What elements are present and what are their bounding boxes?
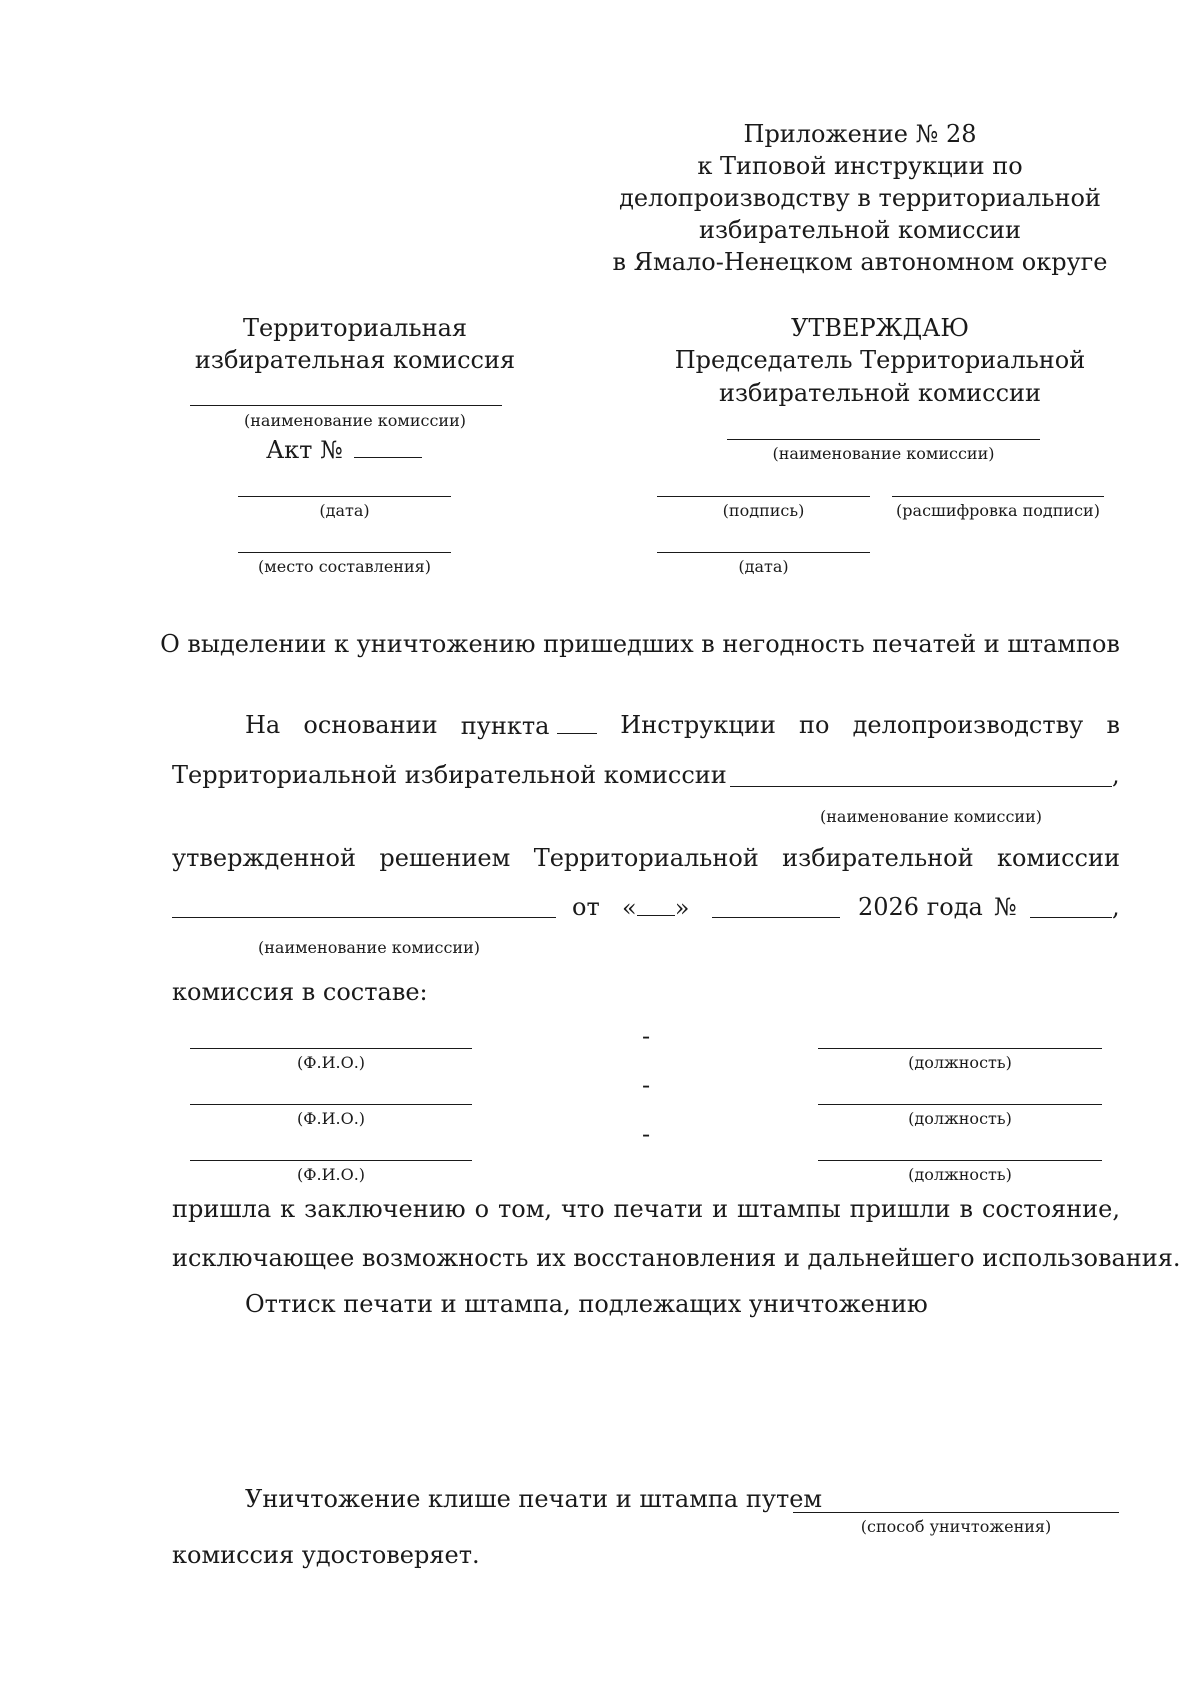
member-position-caption: (должность) <box>908 1109 1012 1128</box>
org-name-line1: Территориальная <box>242 314 468 342</box>
appendix-ref-line: делопроизводству в территориальной <box>619 184 1101 212</box>
chair-commission-name-blank[interactable] <box>727 439 1040 440</box>
conclusion-line-1: пришла к заключению о том, что печати и штампы пришли в состояние, <box>172 1195 1120 1223</box>
member-position-caption: (должность) <box>908 1165 1012 1184</box>
basis-word: Инструкции <box>620 711 776 739</box>
act-number-label: Акт № <box>266 437 422 462</box>
act-number-blank[interactable] <box>354 437 422 458</box>
decision-commission-caption: (наименование комиссии) <box>258 938 480 957</box>
basis-word: в <box>1106 711 1120 739</box>
member-position-blank[interactable] <box>818 1104 1102 1105</box>
members-intro: комиссия в составе: <box>172 978 428 1006</box>
basis-word: решением <box>379 844 511 872</box>
act-place-blank[interactable] <box>238 552 451 553</box>
appendix-header <box>600 118 1120 278</box>
document-title: О выделении к уничтожению пришедших в негодность печатей и штампов <box>160 630 1120 658</box>
certify-text: комиссия удостоверяет. <box>172 1541 480 1569</box>
approval-date-blank[interactable] <box>657 552 870 553</box>
decision-day-blank[interactable] <box>637 895 675 916</box>
appendix-ref-line: в Ямало-Ненецком автономном округе <box>612 248 1108 276</box>
member-position-caption: (должность) <box>908 1053 1012 1072</box>
destruction-text: Уничтожение клише печати и штампа путем <box>245 1485 823 1513</box>
basis-word: На <box>245 711 281 739</box>
member-position-blank[interactable] <box>818 1160 1102 1161</box>
basis-word: комиссии <box>996 844 1120 872</box>
signature-caption: (подпись) <box>722 501 805 520</box>
member-position-blank[interactable] <box>818 1048 1102 1049</box>
basis-line-2: Территориальной избирательной комиссии <box>172 761 727 789</box>
decision-number-blank[interactable] <box>1030 917 1112 918</box>
member-fio-caption: (Ф.И.О.) <box>296 1165 366 1184</box>
signature-decoding-blank[interactable] <box>892 496 1104 497</box>
appendix-number: Приложение № 28 <box>743 120 977 148</box>
basis-line-3 <box>172 846 1120 870</box>
member-fio-blank[interactable] <box>190 1048 472 1049</box>
basis-comma: , <box>1112 761 1120 789</box>
destruction-method-blank[interactable] <box>793 1512 1119 1513</box>
basis-line-1 <box>245 713 1120 738</box>
basis-word: основании <box>303 711 438 739</box>
commission-name-caption: (наименование комиссии) <box>244 411 466 430</box>
member-dash: - <box>642 1071 651 1099</box>
org-name-line2: избирательная комиссия <box>194 346 516 374</box>
basis-word: утвержденной <box>172 844 356 872</box>
approval-date-caption: (дата) <box>738 557 789 576</box>
chair-commission-name-caption: (наименование комиссии) <box>772 444 995 463</box>
chair-title-line2: избирательной комиссии <box>718 379 1042 407</box>
basis-word: Территориальной <box>533 844 759 872</box>
basis-word: избирательной <box>782 844 974 872</box>
decision-commission-name-blank[interactable] <box>172 917 556 918</box>
act-date-blank[interactable] <box>238 496 451 497</box>
signature-decoding-caption: (расшифровка подписи) <box>896 501 1100 520</box>
from-word: от <box>572 893 600 921</box>
member-dash: - <box>642 1120 651 1148</box>
appendix-ref-line: к Типовой инструкции по <box>697 152 1023 180</box>
basis-word: делопроизводству <box>852 711 1084 739</box>
member-fio-caption: (Ф.И.О.) <box>296 1109 366 1128</box>
approve-heading: УТВЕРЖДАЮ <box>791 314 969 342</box>
act-date-caption: (дата) <box>319 501 370 520</box>
decision-year: 2026 года <box>858 893 983 921</box>
member-fio-caption: (Ф.И.О.) <box>296 1053 366 1072</box>
act-place-caption: (место составления) <box>258 557 431 576</box>
basis-word: по <box>799 711 830 739</box>
decision-day: « » <box>622 894 690 922</box>
signature-blank[interactable] <box>657 496 870 497</box>
basis-commission-caption: (наименование комиссии) <box>820 807 1042 826</box>
appendix-ref-line: избирательной комиссии <box>698 216 1022 244</box>
commission-name-blank[interactable] <box>190 405 502 406</box>
number-sign: № <box>994 893 1017 921</box>
imprint-label: Оттиск печати и штампа, подлежащих уничтожению <box>245 1290 928 1318</box>
decision-month-blank[interactable] <box>712 917 840 918</box>
chair-title-line1: Председатель Территориальной <box>674 346 1086 374</box>
member-fio-blank[interactable] <box>190 1104 472 1105</box>
member-fio-blank[interactable] <box>190 1160 472 1161</box>
basis-commission-name-blank[interactable] <box>730 786 1112 787</box>
clause-number-blank[interactable] <box>557 713 597 734</box>
member-dash: - <box>642 1022 651 1050</box>
conclusion-line-2: исключающее возможность их восстановления и дальнейшего использования. <box>172 1244 1181 1272</box>
basis-word-group: пункта <box>461 713 597 738</box>
basis-comma-2: , <box>1112 893 1120 921</box>
destruction-method-caption: (способ уничтожения) <box>860 1517 1052 1536</box>
